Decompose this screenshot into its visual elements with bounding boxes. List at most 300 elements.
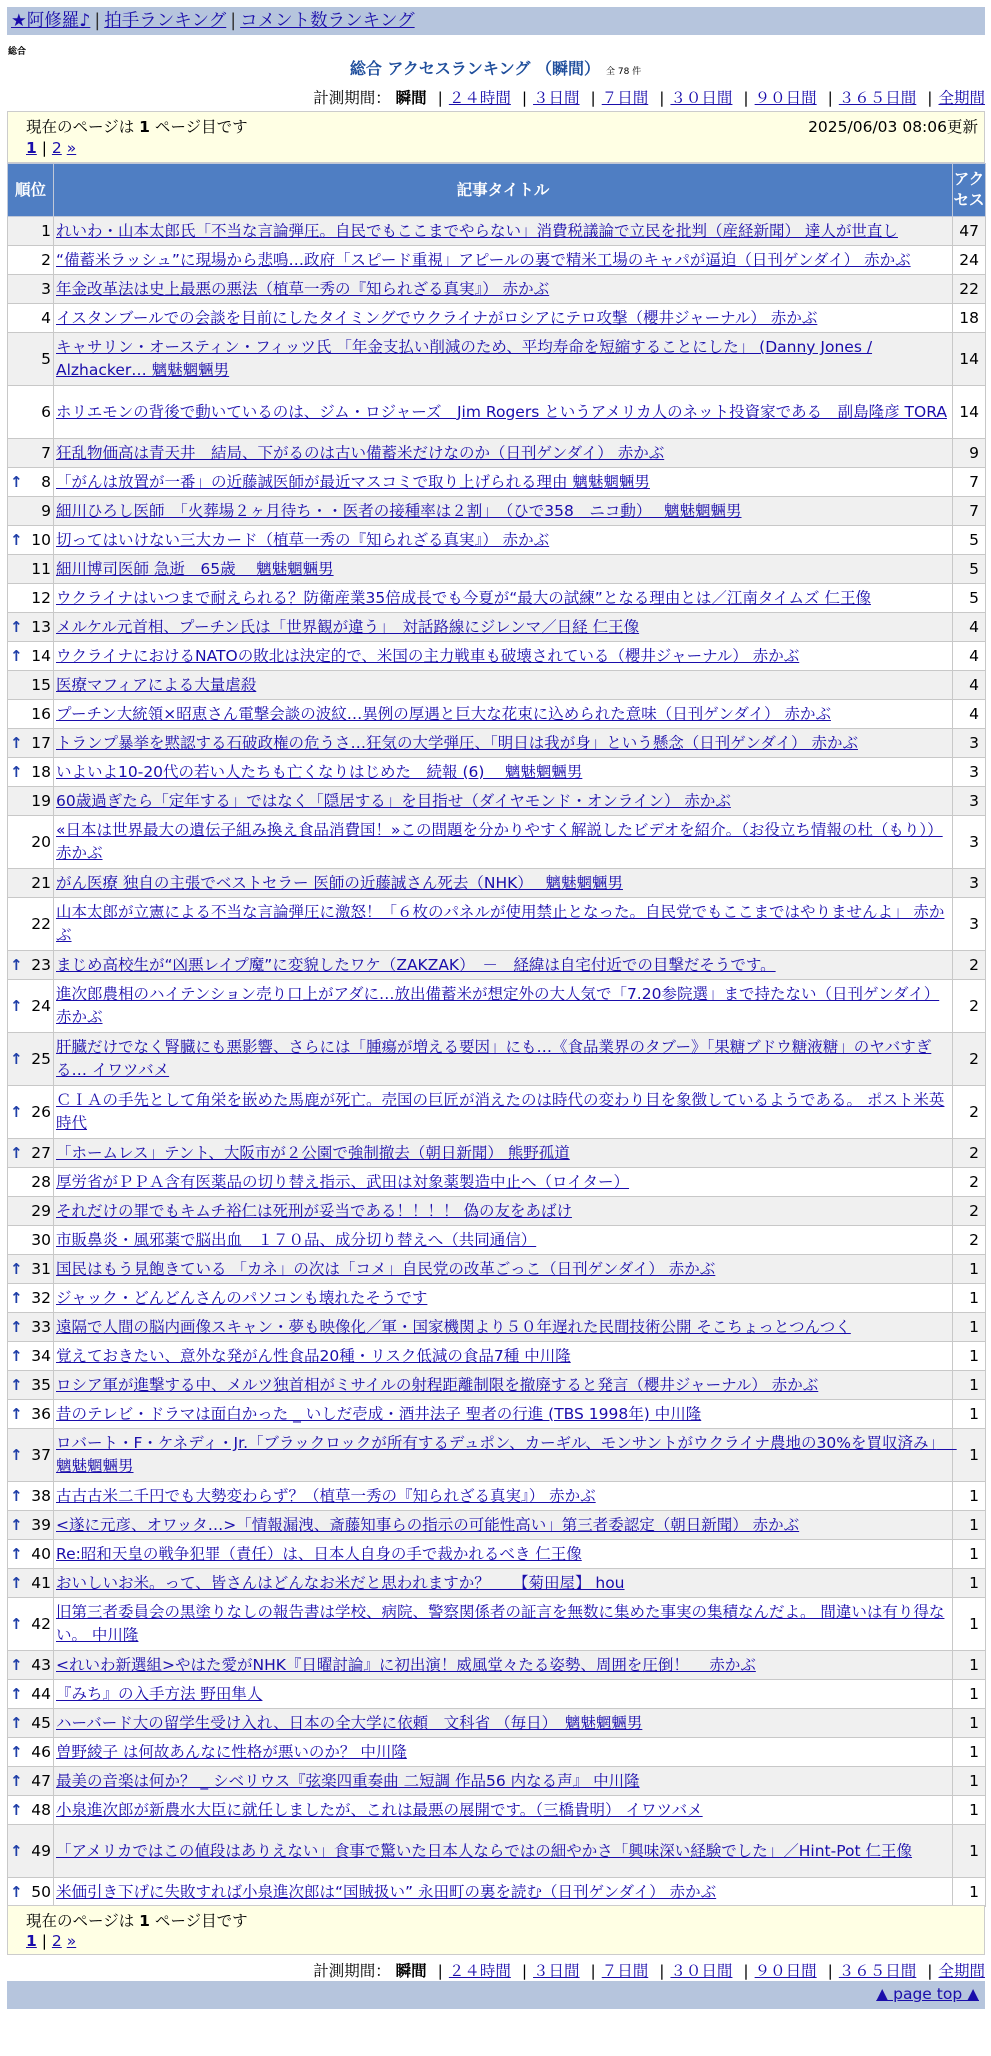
nav-comment-ranking-link[interactable]: コメント数ランキング [240,11,415,31]
page-text-prefix: 現在のページは [26,118,135,136]
article-title-link[interactable]: 旧第三者委員会の黒塗りなしの報告書は学校、病院、警察関係者の証言を無数に集めた事実の集積なんだよ。 間違いは有り得ない。 中川隆 [56,1603,945,1644]
article-title-link[interactable]: 狂乱物価高は青天井 結局、下がるのは古い備蓄米だけなのか（日刊ゲンダイ） 赤かぶ [56,443,665,462]
table-row [8,1540,986,1569]
rank-number: 41 [31,1573,51,1592]
title-cell [54,898,953,951]
access-count: 18 [953,304,986,333]
rank-up-arrow-icon: ↑ [10,1050,23,1068]
rank-number: 24 [31,996,51,1015]
article-title-link[interactable]: ロバート・F・ケネディ・Jr.「ブラックロックが所有するデュポン、カーギル、モンサントがウクライナ農地の30%を買収済み」 魑魅魍魎男 [56,1434,957,1475]
access-count: 3 [953,729,986,758]
period-3d-link[interactable]: ３日間 [533,89,580,107]
title-cell [54,584,953,613]
article-title-link[interactable]: プーチン大統領×昭恵さん電撃会談の波紋…異例の厚遇と巨大な花束に込められた意味（日刊ゲンダイ） 赤かぶ [56,704,831,723]
table-row [8,333,986,386]
pager [26,139,76,157]
title-cell [54,1168,953,1197]
access-count: 2 [953,1168,986,1197]
period-separator: | [743,1962,749,1980]
rank-cell [8,729,54,758]
rank-cell [8,1511,54,1540]
table-row [8,468,986,497]
rank-cell [8,1226,54,1255]
rank-up-arrow-icon: ↑ [10,1574,23,1592]
rank-number: 10 [31,530,51,549]
period-current: 瞬間 [395,1962,427,1980]
period-7d-link[interactable]: ７日間 [601,1962,649,1980]
rank-cell [8,1371,54,1400]
rank-number: 34 [31,1346,51,1365]
rank-up-arrow-icon: ↑ [10,1347,23,1365]
title-cell [54,439,953,468]
next-page-link[interactable]: » [66,1932,77,1950]
rank-cell [8,1825,54,1878]
article-title-link[interactable]: トランプ暴挙を黙認する石破政権の危うさ…狂気の大学弾圧、「明日は我が身」という懸念（日刊ゲンダイ） 赤かぶ [56,733,858,752]
rank-number: 31 [31,1259,51,1278]
article-title-link[interactable]: 細川ひろし医師 「火葬場２ヶ月待ち・・医者の接種率は２割」 （ひで358 ニコ動） 魑魅魍魎男 [56,501,742,520]
table-row [8,980,986,1033]
rank-number: 14 [31,646,51,665]
title-cell [54,613,953,642]
table-row [8,642,986,671]
period-separator: | [521,1962,528,1980]
article-title-link[interactable]: 「ホームレス」テント、大阪市が２公園で強制撤去（朝日新聞） 熊野孤道 [56,1143,570,1162]
article-title-link[interactable]: <れいわ新選組>やはた愛がNHK『日曜討論』に初出演！威風堂々たる姿勢、周囲を圧倒！ 赤かぶ [56,1655,756,1674]
period-separator: | [927,1962,933,1980]
table-row [8,555,986,584]
rank-cell [8,1400,54,1429]
table-row [8,1738,986,1767]
rank-number: 40 [31,1544,51,1563]
rank-number: 12 [31,588,51,607]
rank-cell [8,1878,54,1907]
article-title-link[interactable]: 進次郎農相のハイテンション売り口上がアダに…放出備蓄米が想定外の大人気で「7.20参院選」まで持たない（日刊ゲンダイ） 赤かぶ [56,985,940,1026]
nav-clap-ranking-link[interactable]: 拍手ランキング [104,11,227,31]
access-count: 47 [953,217,986,246]
article-title-link[interactable]: ウクライナはいつまで耐えられる？防衛産業35倍成長でも今夏が“最大の試練”となる理由とは／江南タイムズ 仁王像 [56,588,871,607]
rank-number: 35 [31,1375,51,1394]
access-count: 7 [953,468,986,497]
table-row [8,497,986,526]
access-count: 3 [953,758,986,787]
table-row [8,1511,986,1540]
period-label: 計測期間： [313,89,391,107]
ranking-table [7,163,986,1907]
period-separator: | [437,89,443,107]
article-title-link[interactable]: れいわ・山本太郎氏「不当な言論弾圧。自民でもここまでやらない」消費税議論で立民を批判（産経新聞） 達人が世直し [56,221,898,240]
article-title-link[interactable]: 遠隔で人間の脳内画像スキャン・夢も映像化／軍・国家機関より５０年遅れた民間技術公開 そこちょっとつんつく [56,1317,851,1336]
rank-up-arrow-icon: ↑ [10,1487,23,1505]
title-cell [54,1482,953,1511]
access-count: 1 [953,1598,986,1651]
rank-number: 37 [31,1445,51,1464]
rank-number: 29 [31,1201,51,1220]
rank-cell [8,584,54,613]
rank-up-arrow-icon: ↑ [10,1103,23,1121]
article-title-link[interactable]: 肝臓だけでなく腎臓にも悪影響、さらには「腫瘍が増える要因」にも…《食品業界のタブー》「果糖ブドウ糖液糖」のヤバすぎる… イワツバメ [56,1038,932,1079]
rank-up-arrow-icon: ↑ [10,956,23,974]
article-title-link[interactable]: ジャック・どんどんさんのパソコンも壊れたそうです [56,1288,428,1307]
rank-up-arrow-icon: ↑ [10,1685,23,1703]
article-title-link[interactable]: <遂に元彦、オワッタ…>「情報漏洩、斎藤知事らの指示の可能性高い」第三者委認定（朝日新聞） 赤かぶ [56,1515,800,1534]
table-row [8,1197,986,1226]
title-cell [54,1767,953,1796]
access-count: 1 [953,1540,986,1569]
table-row [8,787,986,816]
period-separator: | [659,1962,665,1980]
article-title-link[interactable]: まじめ高校生が“凶悪レイプ魔”に変貌したワケ（ZAKZAK） － 経緯は自宅付近での目撃だそうです。 [56,955,776,974]
rank-number: 49 [31,1841,51,1860]
column-header-title: 記事タイトル [54,164,953,217]
current-page-text [26,1909,248,1931]
period-separator: | [521,89,528,107]
article-title-link[interactable]: ＣＩＡの手先として角栄を嵌めた馬鹿が死亡。売国の巨匠が消えたのは時代の変わり目を象徴しているようである。 ポスト米英時代 [56,1091,945,1132]
article-title-link[interactable]: 国民はもう見飽きている 「カネ」の次は「コメ」自民党の改革ごっこ（日刊ゲンダイ） 赤かぶ [56,1259,716,1278]
title-cell [54,816,953,869]
table-row [8,1796,986,1825]
access-count: 1 [953,1284,986,1313]
rank-number: 42 [31,1614,51,1633]
rank-number: 32 [31,1288,51,1307]
access-count: 1 [953,1569,986,1598]
article-title-link[interactable]: 小泉進次郎が新農水大臣に就任しましたが、これは最悪の展開です。（三橋貴明） イワツバメ [56,1800,703,1819]
rank-number: 22 [31,914,51,933]
title-cell [54,468,953,497]
rank-number: 30 [31,1230,51,1249]
nav-separator: | [230,11,237,31]
access-count: 4 [953,671,986,700]
access-count: 2 [953,951,986,980]
current-page-text [26,115,248,137]
title-cell [54,526,953,555]
period-30d-link[interactable]: ３０日間 [670,89,733,107]
article-title-link[interactable]: ホリエモンの背後で動いているのは、ジム・ロジャーズ Jim Rogers というアメリカ人のネット投資家である 副島隆彦 TORA [56,402,947,421]
table-row [8,1825,986,1878]
article-title-link[interactable]: ハーバード大の留学生受け入れ、日本の全大学に依頼 文科省 （毎日） 魑魅魍魎男 [56,1713,643,1732]
period-label: 計測期間： [313,1962,391,1980]
rank-number: 5 [41,349,51,368]
rank-number: 45 [31,1713,51,1732]
page-number: 1 [139,1912,150,1930]
rank-number: 15 [31,675,51,694]
table-row [8,758,986,787]
rank-cell [8,217,54,246]
period-separator: | [659,89,665,107]
nav-separator: | [94,11,101,31]
rank-number: 48 [31,1800,51,1819]
table-row [8,1709,986,1738]
rank-up-arrow-icon: ↑ [10,1376,23,1394]
access-count: 1 [953,1680,986,1709]
rank-cell [8,1482,54,1511]
title-cell [54,642,953,671]
article-title-link[interactable]: «日本は世界最大の遺伝子組み換え食品消費国！»この問題を分かりやすく解説したビデオを紹介。（お役立ち情報の杜（もり）） 赤かぶ [56,821,943,862]
article-title-link[interactable]: 60歳過ぎたら「定年する」ではなく「隠居する」を目指せ（ダイヤモンド・オンライン） 赤かぶ [56,791,731,810]
access-count: 5 [953,526,986,555]
article-title-link[interactable]: 細川博司医師 急逝 65歳 魑魅魍魎男 [56,559,334,578]
rank-cell [8,980,54,1033]
rank-up-arrow-icon: ↑ [10,1318,23,1336]
article-title-link[interactable]: 切ってはいけない三大カード（植草一秀の『知られざる真実』） 赤かぶ [56,530,550,549]
table-row [8,700,986,729]
rank-number: 1 [41,221,51,240]
table-row [8,869,986,898]
rank-up-arrow-icon: ↑ [10,1714,23,1732]
article-title-link[interactable]: 『みち』の入手方法 野田隼人 [56,1684,263,1703]
rank-number: 26 [31,1102,51,1121]
period-7d-link[interactable]: ７日間 [601,89,649,107]
rank-cell [8,1313,54,1342]
rank-up-arrow-icon: ↑ [10,1405,23,1423]
access-count: 2 [953,980,986,1033]
access-count: 1 [953,1796,986,1825]
rank-up-arrow-icon: ↑ [10,647,23,665]
rank-number: 46 [31,1742,51,1761]
rank-cell [8,1086,54,1139]
period-24h-link[interactable]: ２４時間 [448,1962,511,1980]
rank-number: 38 [31,1486,51,1505]
title-cell [54,1651,953,1680]
next-page-link[interactable]: » [66,139,77,157]
table-row [8,386,986,439]
rank-number: 11 [31,559,51,578]
title-cell [54,246,953,275]
rank-cell [8,787,54,816]
article-title-link[interactable]: 曽野綾子 は何故あんなに性格が悪いのか？ 中川隆 [56,1742,407,1761]
period-all-link[interactable]: 全期間 [938,89,985,107]
page-2-link[interactable]: 2 [51,1932,62,1950]
page-2-link[interactable]: 2 [51,139,62,157]
page-1-link[interactable]: 1 [26,139,37,157]
pager-separator: | [41,1932,47,1950]
table-row [8,1033,986,1086]
bottom-bar [7,1981,985,2009]
title-cell [54,1540,953,1569]
section-label: 総合 [8,47,27,57]
page-1-link[interactable]: 1 [26,1932,37,1950]
article-title-link[interactable]: いよいよ10-20代の若い人たちも亡くなりはじめた 続報 (6) 魑魅魍魎男 [56,762,583,781]
article-title-link[interactable]: 山本太郎が立憲による不当な言論弾圧に激怒！「６枚のパネルが使用禁止となった。自民党でもここまではやりませんよ」 赤かぶ [56,903,945,944]
column-header-rank: 順位 [8,164,54,217]
access-count: 3 [953,898,986,951]
period-all-link[interactable]: 全期間 [938,1962,985,1980]
article-title-link[interactable]: 覚えておきたい、意外な発がん性食品20種・リスク低減の食品7種 中川隆 [56,1346,571,1365]
period-365d-link[interactable]: ３６５日間 [838,1962,917,1980]
title-cell [54,497,953,526]
rank-number: 18 [31,762,51,781]
access-count: 1 [953,1651,986,1680]
table-row [8,1651,986,1680]
rank-cell [8,1651,54,1680]
access-count: 5 [953,584,986,613]
table-row [8,439,986,468]
rank-up-arrow-icon: ↑ [10,1801,23,1819]
rank-number: 7 [41,443,51,462]
access-count: 24 [953,246,986,275]
rank-cell [8,1796,54,1825]
period-3d-link[interactable]: ３日間 [533,1962,580,1980]
article-title-link[interactable]: “備蓄米ラッシュ”に現場から悲鳴…政府「スピード重視」アピールの裏で精米工場のキャパが逼迫（日刊ゲンダイ） 赤かぶ [56,250,911,269]
period-separator: | [590,89,596,107]
access-count: 22 [953,275,986,304]
title-cell [54,304,953,333]
rank-number: 2 [41,250,51,269]
title-cell [54,787,953,816]
access-count: 3 [953,869,986,898]
rank-number: 28 [31,1172,51,1191]
access-count: 3 [953,787,986,816]
table-row [8,1767,986,1796]
article-title-link[interactable]: ロシア軍が進撃する中、メルツ独首相がミサイルの射程距離制限を撤廃すると発言（櫻井ジャーナル） 赤かぶ [56,1375,819,1394]
rank-up-arrow-icon: ↑ [10,1743,23,1761]
table-row [8,526,986,555]
rank-cell [8,1255,54,1284]
top-nav-bar [7,7,985,35]
article-title-link[interactable]: 昔のテレビ・ドラマは面白かった _ いしだ壱成・酒井法子 聖者の行進 (TBS 1998年) 中川隆 [56,1404,702,1423]
article-title-link[interactable]: 最美の音楽は何か？ _ シベリウス『弦楽四重奏曲 二短調 作品56 内なる声』 中川隆 [56,1771,640,1790]
article-title-link[interactable]: 「がんは放置が一番」の近藤誠医師が最近マスコミで取り上げられる理由 魑魅魍魎男 [56,472,650,491]
rank-cell [8,1168,54,1197]
access-count: 1 [953,1482,986,1511]
title-cell [54,1255,953,1284]
title-cell [54,275,953,304]
rank-number: 44 [31,1684,51,1703]
table-row [8,1139,986,1168]
title-cell [54,700,953,729]
nav-home-link[interactable]: ★阿修羅♪ [11,11,91,31]
rank-up-arrow-icon: ↑ [10,1772,23,1790]
total-count: 全 78 件 [606,67,642,77]
title-cell [54,333,953,386]
access-count: 1 [953,1767,986,1796]
table-row [8,1400,986,1429]
article-title-link[interactable]: Re:昭和天皇の戦争犯罪（責任）は、日本人自身の手で裁かれるべき 仁王像 [56,1544,582,1563]
table-row [8,1226,986,1255]
rank-cell [8,758,54,787]
rank-cell [8,1284,54,1313]
access-count: 3 [953,816,986,869]
access-count: 4 [953,700,986,729]
rank-number: 39 [31,1515,51,1534]
rank-cell [8,671,54,700]
title-cell [54,217,953,246]
rank-cell [8,468,54,497]
pager-separator: | [41,139,47,157]
rank-number: 13 [31,617,51,636]
title-cell [54,1738,953,1767]
table-row [8,584,986,613]
article-title-link[interactable]: 年金改革法は史上最悪の悪法（植草一秀の『知られざる真実』） 赤かぶ [56,279,550,298]
article-title-link[interactable]: がん医療 独自の主張でベストセラー 医師の近藤誠さん死去（NHK） 魑魅魍魎男 [56,873,623,892]
access-count: 14 [953,333,986,386]
table-row [8,671,986,700]
table-row [8,1284,986,1313]
rank-number: 25 [31,1049,51,1068]
access-count: 2 [953,1086,986,1139]
article-title-link[interactable]: 厚労省がＰＰＡ含有医薬品の切り替え指示、武田は対象薬製造中止へ（ロイター） [56,1172,630,1191]
table-row [8,1482,986,1511]
access-count: 1 [953,1400,986,1429]
rank-cell [8,1540,54,1569]
rank-up-arrow-icon: ↑ [10,473,23,491]
rank-cell [8,816,54,869]
period-90d-link[interactable]: ９０日間 [754,1962,817,1980]
article-title-link[interactable]: 米価引き下げに失敗すれば小泉進次郎は“国賊扱い” 永田町の裏を読む（日刊ゲンダイ） 赤かぶ [56,1882,717,1901]
rank-cell [8,275,54,304]
access-count: 1 [953,1878,986,1907]
title-cell [54,1825,953,1878]
rank-cell [8,497,54,526]
access-count: 1 [953,1511,986,1540]
period-separator: | [827,89,833,107]
rank-up-arrow-icon: ↑ [10,531,23,549]
table-row [8,1569,986,1598]
period-selector-top [313,86,985,108]
rank-cell [8,526,54,555]
rank-up-arrow-icon: ↑ [10,734,23,752]
title-cell [54,1139,953,1168]
rank-cell [8,1429,54,1482]
period-24h-link[interactable]: ２４時間 [448,89,511,107]
ranking-heading [0,58,991,83]
article-title-link[interactable]: 市販鼻炎・風邪薬で脳出血 １７０品、成分切り替えへ（共同通信） [56,1230,537,1249]
page-number: 1 [139,118,150,136]
rank-cell [8,613,54,642]
article-title-link[interactable]: おいしいお米。って、皆さんはどんなお米だと思われますか？ 【菊田屋】 hou [56,1573,625,1592]
rank-up-arrow-icon: ↑ [10,618,23,636]
article-title-link[interactable]: ウクライナにおけるNATOの敗北は決定的で、米国の主力戦車も破壊されている（櫻井ジャーナル） 赤かぶ [56,646,800,665]
title-cell [54,1429,957,1482]
rank-cell [8,386,54,439]
rank-number: 50 [31,1882,51,1901]
access-count: 1 [953,1738,986,1767]
period-separator: | [827,1962,833,1980]
rank-number: 8 [41,472,51,491]
article-title-link[interactable]: イスタンブールでの会談を目前にしたタイミングでウクライナがロシアにテロ攻撃（櫻井ジャーナル） 赤かぶ [56,308,818,327]
table-row [8,898,986,951]
article-title-link[interactable]: メルケル元首相、プーチン氏は「世界観が違う」 対話路線にジレンマ／日経 仁王像 [56,617,640,636]
article-title-link[interactable]: それだけの罪でもキムチ裕仁は死刑が妥当である！！！！ 偽の友をあばけ [56,1201,572,1220]
period-365d-link[interactable]: ３６５日間 [838,89,917,107]
rank-cell [8,1342,54,1371]
rank-number: 9 [41,501,51,520]
rank-cell [8,951,54,980]
access-count: 2 [953,1197,986,1226]
title-cell [54,980,953,1033]
article-title-link[interactable]: 医療マフィアによる大量虐殺 [56,675,257,694]
article-title-link[interactable]: キャサリン・オースティン・フィッツ氏 「年金支払い削減のため、平均寿命を短縮することにした」 (Danny Jones / Alzhacker… 魑魅魍魎男 [56,338,873,379]
pager [26,1932,76,1950]
period-90d-link[interactable]: ９０日間 [754,89,817,107]
article-title-link[interactable]: 「アメリカではこの値段はありえない」食事で驚いた日本人ならではの細やかさ「興味深い経験でした」／Hint-Pot 仁王像 [56,1841,913,1860]
rank-cell [8,555,54,584]
article-title-link[interactable]: 古古古米二千円でも大勢変わらず？（植草一秀の『知られざる真実』） 赤かぶ [56,1486,596,1505]
rank-number: 3 [41,279,51,298]
title-cell [54,1709,953,1738]
access-count: 2 [953,1226,986,1255]
page-info-box-bottom [7,1905,985,1955]
access-count: 2 [953,1033,986,1086]
rank-cell [8,1033,54,1086]
period-separator: | [927,89,933,107]
page-top-link[interactable]: ▲ page top ▲ [876,1985,979,2003]
rank-up-arrow-icon: ↑ [10,1883,23,1901]
access-count: 5 [953,555,986,584]
title-cell [54,1796,953,1825]
rank-cell [8,1767,54,1796]
period-30d-link[interactable]: ３０日間 [670,1962,733,1980]
title-cell [54,1680,953,1709]
